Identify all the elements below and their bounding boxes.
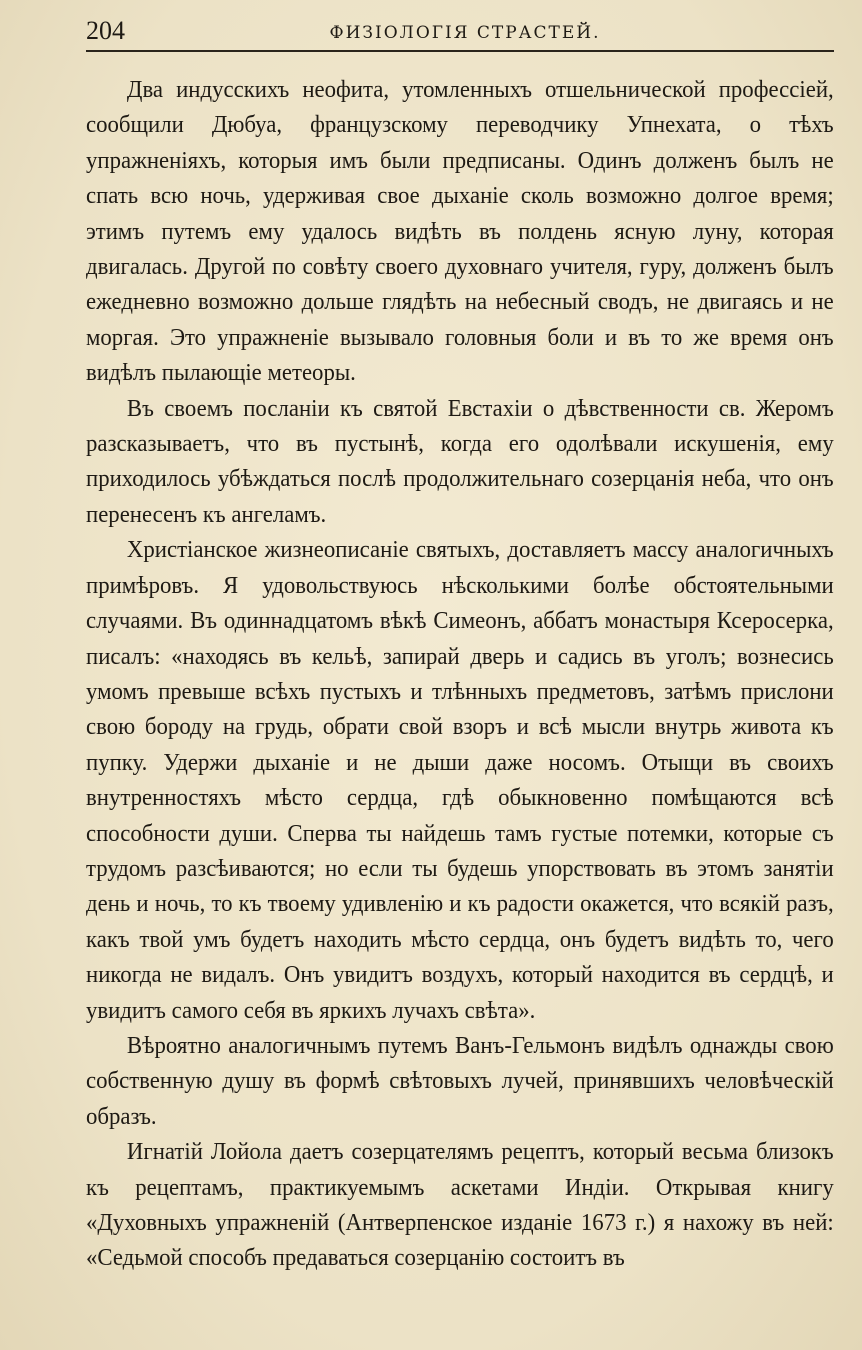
header-rule [86,50,834,52]
paragraph-1: Два индусскихъ неофита, утомленныхъ отшельнической профессіей, сообщили Дюбуа, французскому переводчику Упнехата, о тѣхъ упражненіяхъ, которыя имъ были предписаны. Одинъ долженъ былъ не спать всю ночь, удерживая свое дыханіе сколь возможно долгое время; этимъ путемъ ему удалось видѣть въ полдень ясную луну, которая двигалась. Другой по совѣту своего духовнаго учителя, гуру, долженъ былъ ежедневно возможно дольше глядѣть на небесный сводъ, не двигаясь и не моргая. Это упражненіе вызывало головныя боли и въ то же время онъ видѣлъ пылающіе метеоры. [86,76,834,387]
running-title: ФИЗІОЛОГІЯ СТРАСТЕЙ. [329,23,601,43]
paragraph-3: Христіанское жизнеописаніе святыхъ, доставляетъ массу аналогичныхъ примѣровъ. Я удовольствуюсь нѣсколькими болѣе обстоятельными случаями. Въ одиннадцатомъ вѣкѣ Симеонъ, аббатъ монастыря Ксеросерка, писалъ: «находясь въ кельѣ, запирай дверь и садись въ уголъ; вознесись умомъ превыше всѣхъ пустыхъ и тлѣнныхъ предметовъ, затѣмъ прислони свою бороду на грудь, обрати свой взоръ и всѣ мысли внутрь живота къ пупку. Удержи дыханіе и не дыши даже носомъ. Отыщи въ своихъ внутренностяхъ мѣсто сердца, гдѣ обыкновенно помѣщаются всѣ способности души. Сперва ты найдешь тамъ густые потемки, которые съ трудомъ разсѣиваются; но если ты будешь упорствовать въ этомъ занятіи день и ночь, то къ твоему удивленію и къ радости окажется, что всякій разъ, какъ твой умъ будетъ находить мѣсто сердца, онъ будетъ видѣть то, чего никогда не видалъ. Онъ увидитъ воздухъ, который находится въ сердцѣ, и увидитъ самого себя въ яркихъ лучахъ свѣта». [86,536,834,1024]
paragraph-4: Вѣроятно аналогичнымъ путемъ Ванъ-Гельмонъ видѣлъ однажды свою собственную душу въ формѣ свѣтовыхъ лучей, принявшихъ человѣческій образъ. [86,1031,834,1130]
paragraph-2: Въ своемъ посланіи къ святой Евстахіи о дѣвственности св. Жеромъ разсказываетъ, что въ пустынѣ, когда его одолѣвали искушенія, ему приходилось убѣждаться послѣ продолжительнаго созерцанія неба, что онъ перенесенъ къ ангеламъ. [86,394,834,528]
page-number: 204 [86,16,125,45]
body-text [86,72,834,1276]
page-header [86,14,834,48]
paragraph-5: Игнатій Лойола даетъ созерцателямъ рецептъ, который весьма близокъ къ рецептамъ, практикуемымъ аскетами Индіи. Открывая книгу «Духовныхъ упражненій (Антверпенское изданіе 1673 г.) я нахожу въ ней: «Седьмой способъ предаваться созерцанію состоитъ въ [86,1138,834,1272]
